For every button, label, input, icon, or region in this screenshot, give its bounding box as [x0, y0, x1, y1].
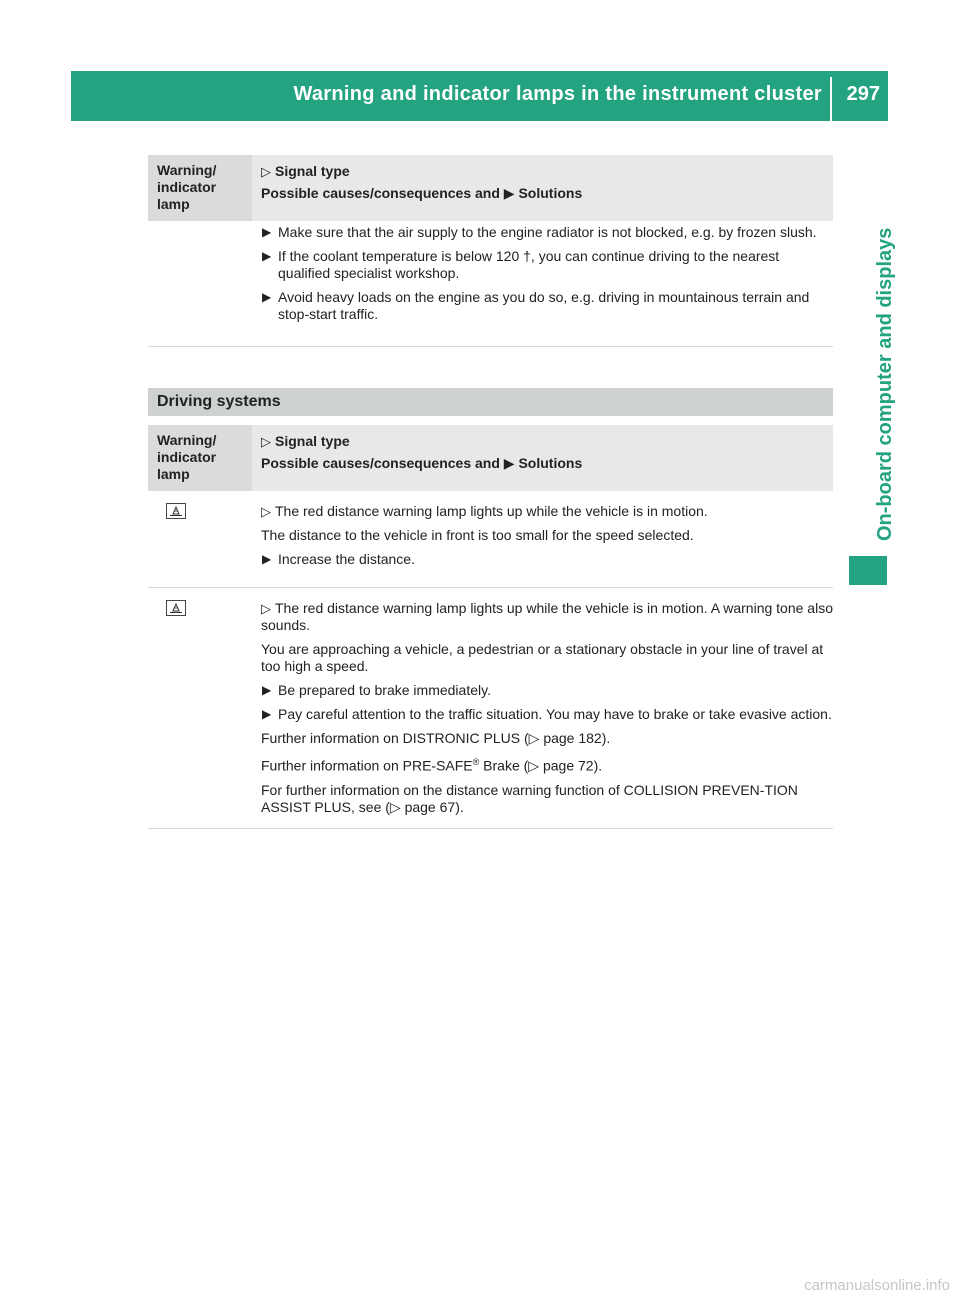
side-tab-label: On-board computer and displays	[874, 227, 896, 541]
signal-type-label: Signal type	[275, 163, 350, 179]
page-number: 297	[846, 83, 880, 105]
solutions-label: Solutions	[518, 185, 583, 201]
table-row	[148, 491, 833, 588]
step-arrow-icon: ▶	[262, 552, 272, 566]
info-presafe	[261, 754, 833, 775]
solution-step	[261, 224, 833, 241]
page-ref-icon: ▷	[528, 757, 540, 774]
details-cell	[252, 221, 833, 342]
cause-text: You are approaching a vehicle, a pedestrian or a stationary obstacle in your line of travel at too high a speed.	[261, 641, 824, 674]
solution-step	[261, 289, 833, 323]
causes-label: Possible causes/consequences and	[261, 455, 500, 471]
lamp-cell	[148, 588, 252, 828]
info-text: ).	[593, 757, 603, 774]
solution-arrow-icon: ▶	[503, 185, 515, 201]
signal-type-icon: ▷	[261, 434, 271, 449]
signal-type-icon: ▷	[261, 504, 271, 519]
step-arrow-icon: ▶	[262, 683, 272, 697]
solution-step	[261, 551, 833, 568]
page-ref-icon: ▷	[528, 730, 540, 746]
table-row	[148, 221, 833, 347]
col-header-lamp-line: indicator	[157, 179, 217, 195]
header-divider	[830, 77, 832, 121]
signal-type-icon: ▷	[261, 164, 271, 179]
page-ref-icon: ▷	[389, 798, 401, 815]
info-text: Further information on DISTRONIC PLUS (	[261, 730, 529, 746]
col-header-lamp-line: indicator	[157, 449, 217, 465]
solution-step	[261, 248, 833, 282]
info-collision-prevention	[261, 782, 833, 816]
solution-arrow-icon: ▶	[503, 455, 515, 471]
step-text: Increase the distance.	[278, 551, 415, 567]
info-text: ).	[455, 798, 464, 815]
solution-step	[261, 706, 833, 723]
step-text: Be prepared to brake immediately.	[278, 682, 491, 698]
page-ref-link[interactable]: page 182	[543, 730, 602, 746]
page-ref-link[interactable]: page 67	[404, 798, 456, 815]
solution-step	[261, 682, 833, 699]
details-cell	[252, 588, 833, 828]
step-arrow-icon: ▶	[262, 225, 272, 239]
page-header	[71, 71, 888, 121]
info-text: ).	[601, 730, 611, 746]
distance-warning-lamp-icon	[166, 503, 186, 519]
table-header	[148, 425, 833, 491]
side-tab-marker	[849, 556, 887, 585]
col-header-lamp-line: lamp	[157, 196, 190, 212]
lamp-cell	[148, 491, 252, 587]
cause-text: The distance to the vehicle in front is too small for the speed selected.	[261, 527, 694, 543]
signal-text: The red distance warning lamp lights up while the vehicle is in motion. A warning tone also sounds.	[261, 600, 833, 633]
distance-warning-lamp-icon	[166, 600, 186, 616]
step-arrow-icon: ▶	[262, 249, 272, 263]
table-row	[148, 588, 833, 829]
col-header-lamp-line: Warning/	[157, 162, 217, 178]
col-header-lamp-line: lamp	[157, 466, 190, 482]
info-distronic	[261, 730, 833, 747]
col-header-lamp-line: Warning/	[157, 432, 217, 448]
warning-table-continued	[148, 155, 833, 347]
page-ref-link[interactable]: page 72	[542, 757, 594, 774]
lamp-cell	[148, 221, 252, 342]
signal-type-label: Signal type	[275, 433, 350, 449]
info-text: Further information on PRE-SAFE	[261, 757, 473, 774]
driving-systems-table	[148, 425, 833, 829]
signal-text: The red distance warning lamp lights up while the vehicle is in motion.	[275, 503, 708, 519]
step-text: Make sure that the air supply to the engine radiator is not blocked, e.g. by frozen slush.	[278, 224, 817, 240]
solutions-label: Solutions	[518, 455, 583, 471]
step-text: Pay careful attention to the traffic situation. You may have to brake or take evasive action.	[278, 706, 832, 722]
step-text: Avoid heavy loads on the engine as you do so, e.g. driving in mountainous terrain and stop-start traffic.	[278, 289, 810, 322]
col-header-details	[252, 155, 833, 221]
table-header	[148, 155, 833, 221]
info-text: Brake (	[479, 757, 529, 774]
section-heading: Driving systems	[148, 388, 833, 416]
signal-type-icon: ▷	[261, 601, 271, 616]
col-header-details	[252, 425, 833, 491]
step-arrow-icon: ▶	[262, 290, 272, 304]
causes-label: Possible causes/consequences and	[261, 185, 500, 201]
col-header-lamp	[148, 155, 252, 221]
step-text: If the coolant temperature is below 120 †, you can continue driving to the nearest qualified specialist workshop.	[278, 248, 780, 281]
watermark: carmanualsonline.info	[804, 1277, 950, 1294]
registered-mark: ®	[472, 757, 480, 767]
col-header-lamp	[148, 425, 252, 491]
info-text: For further information on the distance warning function of COLLISION PREVEN-TION ASSIST PLUS, see (	[261, 781, 798, 815]
details-cell	[252, 491, 833, 587]
step-arrow-icon: ▶	[262, 707, 272, 721]
chapter-title: Warning and indicator lamps in the instrument cluster	[293, 83, 822, 105]
